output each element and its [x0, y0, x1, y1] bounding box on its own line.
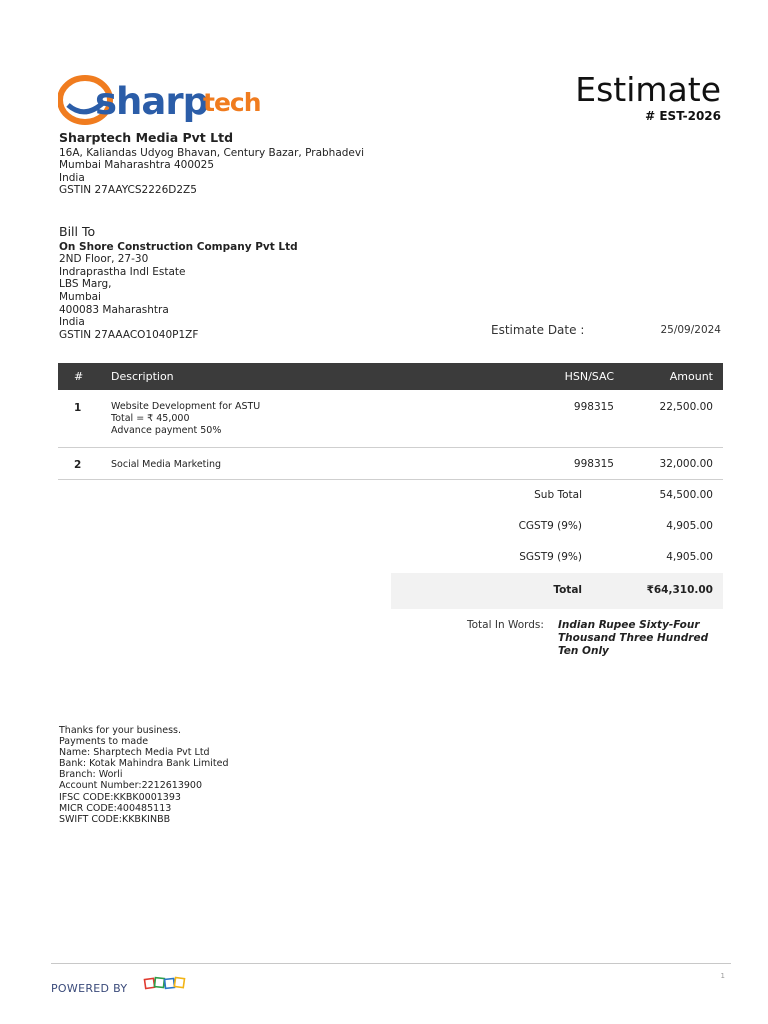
table-row	[58, 390, 723, 448]
note-line: IFSC CODE:KKBK0001393	[59, 791, 181, 803]
sgst-value: 4,905.00	[666, 551, 713, 563]
note-line: MICR CODE:400485113	[59, 802, 172, 814]
powered-by-label: POWERED BY	[51, 982, 128, 995]
client-address-line: India	[59, 316, 85, 329]
company-name: Sharptech Media Pvt Ltd	[59, 130, 234, 145]
total-in-words-label: Total In Words:	[467, 619, 544, 631]
logo-text-sharp: sharp	[95, 80, 209, 123]
company-address-line: 16A, Kaliandas Udyog Bhavan, Century Bazar, Prabhadevi	[59, 146, 365, 159]
note-line: Payments to made	[59, 736, 149, 748]
estimate-date-value: 25/09/2024	[660, 324, 721, 336]
note-line: SWIFT CODE:KKBKINBB	[59, 813, 171, 825]
row-amount: 32,000.00	[659, 458, 713, 470]
header-description: Description	[111, 370, 174, 383]
table-row	[58, 448, 723, 480]
estimate-number: # EST-2026	[645, 109, 721, 123]
company-address-block	[59, 132, 364, 197]
company-address-line: India	[59, 171, 85, 184]
header-hsn: HSN/SAC	[564, 370, 614, 383]
document-title: Estimate	[575, 70, 721, 109]
client-address-line: Mumbai	[59, 290, 101, 303]
sgst-label: SGST9 (9%)	[519, 551, 582, 563]
client-address-line: 400083 Maharashtra	[59, 303, 169, 316]
client-gstin: GSTIN 27AAACO1040P1ZF	[59, 328, 199, 341]
company-address-line: Mumbai Maharashtra 400025	[59, 159, 215, 172]
row-description-line: Advance payment 50%	[111, 425, 222, 437]
cgst-label: CGST9 (9%)	[518, 520, 582, 532]
row-number: 1	[74, 402, 82, 414]
cgst-value: 4,905.00	[666, 520, 713, 532]
zoho-logo-icon	[143, 975, 187, 997]
logo-text-tech: tech	[203, 88, 261, 117]
row-number: 2	[74, 459, 82, 471]
client-address-line: LBS Marg,	[59, 278, 112, 291]
header-amount: Amount	[669, 370, 713, 383]
note-line: Branch: Worli	[59, 769, 123, 781]
note-line: Bank: Kotak Mahindra Bank Limited	[59, 758, 229, 770]
bill-to-label: Bill To	[59, 224, 96, 239]
total-in-words-value: Indian Rupee Sixty-Four Thousand Three Hundred Ten Only	[558, 619, 709, 657]
row-description-line: Website Development for ASTU	[111, 401, 261, 412]
header-number: #	[74, 370, 84, 383]
note-line: Account Number:2212613900	[59, 780, 203, 792]
row-description-line: Total = ₹ 45,000	[111, 413, 190, 425]
estimate-date-label: Estimate Date :	[491, 323, 585, 337]
row-hsn: 998315	[573, 458, 614, 470]
client-address-line: 2ND Floor, 27-30	[59, 253, 149, 266]
sharptech-logo-mark	[58, 72, 278, 128]
company-logo	[58, 72, 278, 128]
company-gstin: GSTIN 27AAYCS2226D2Z5	[59, 184, 197, 197]
total-value: ₹64,310.00	[646, 584, 713, 596]
client-address-line: Indraprastha Indl Estate	[59, 265, 186, 278]
row-description-line: Social Media Marketing	[111, 459, 222, 470]
items-table-header	[58, 363, 723, 390]
row-description	[111, 401, 260, 438]
row-hsn: 998315	[573, 401, 614, 413]
subtotal-value: 54,500.00	[659, 489, 713, 501]
row-description	[111, 459, 221, 471]
total-label: Total	[553, 584, 582, 596]
bill-to-block	[59, 226, 298, 341]
client-name: On Shore Construction Company Pvt Ltd	[59, 240, 298, 253]
note-line: Name: Sharptech Media Pvt Ltd	[59, 747, 210, 759]
note-line: Thanks for your business.	[59, 725, 182, 736]
page-number: 1	[720, 972, 725, 980]
payment-notes	[59, 725, 229, 825]
subtotal-label: Sub Total	[534, 489, 582, 501]
footer-divider	[51, 963, 731, 964]
row-amount: 22,500.00	[659, 401, 713, 413]
